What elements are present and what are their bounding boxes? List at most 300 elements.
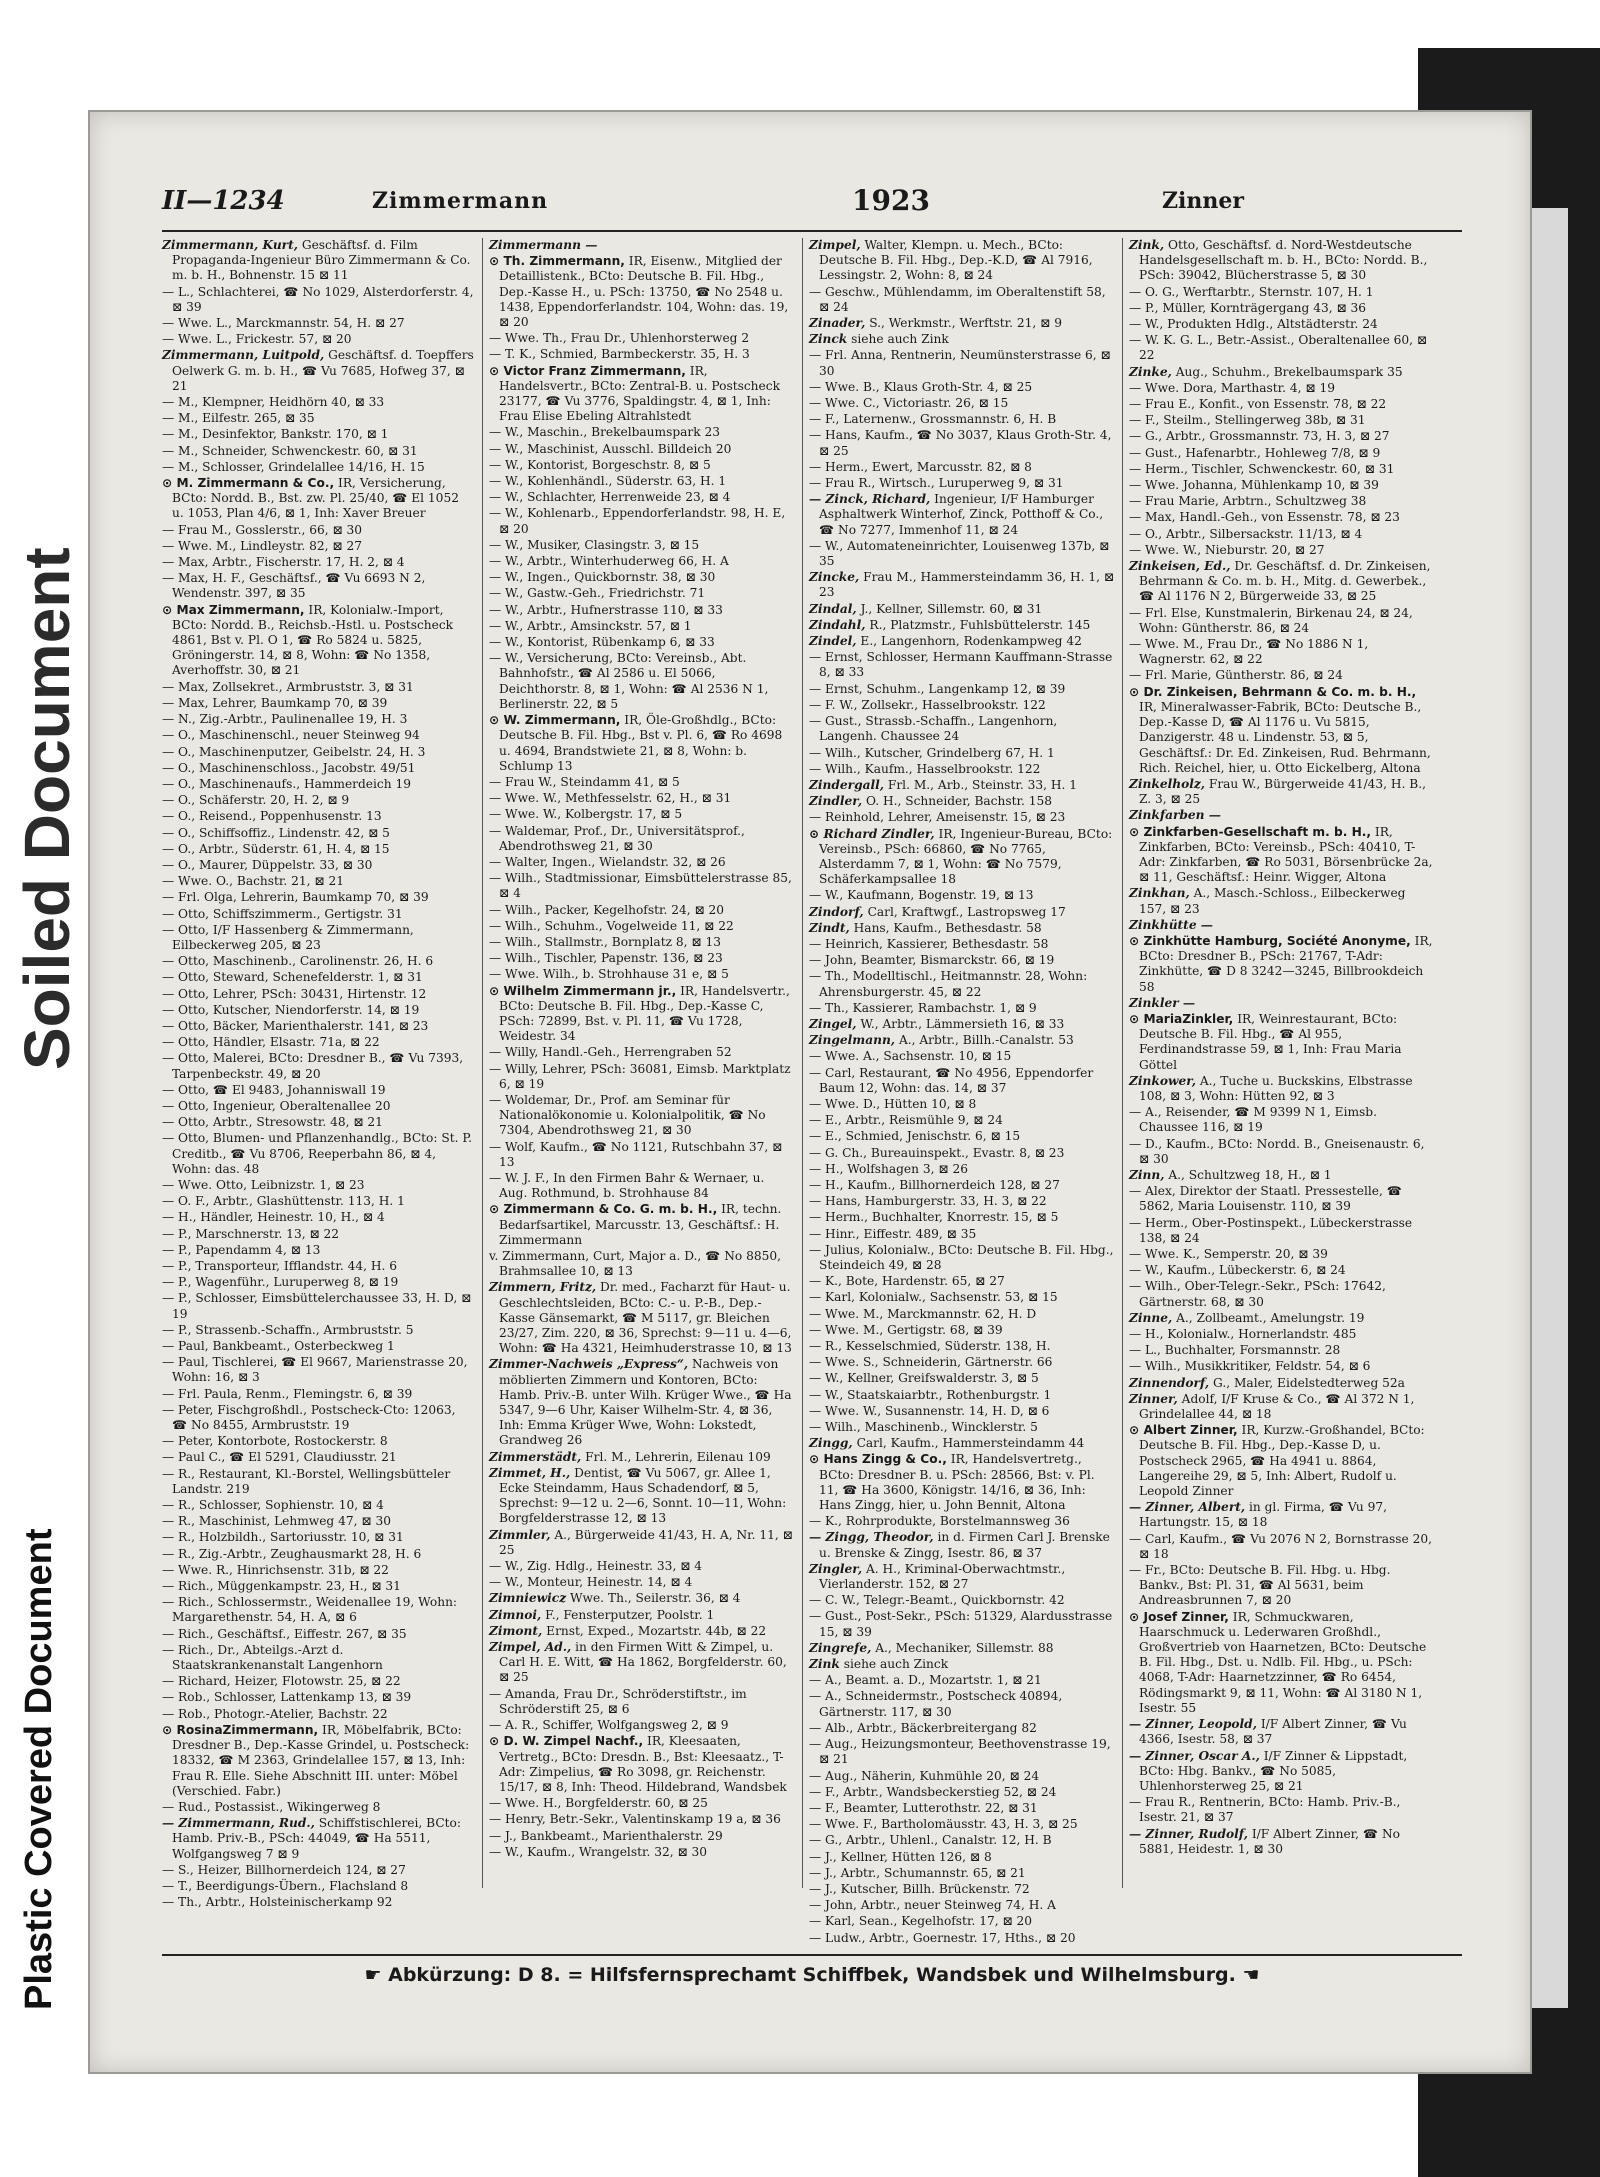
entry-text: Geschäftsf. d. Film Propaganda-Ingenieur Büro Zimmermann & Co. m. b. H., Bohnenstr. 15 ⊠ 11 xyxy=(172,238,471,283)
directory-entry xyxy=(162,1035,474,1050)
directory-entry xyxy=(489,254,795,330)
entry-text: — Wwe. M., Gertigstr. 68, ⊠ 39 xyxy=(809,1322,1003,1337)
entry-text: — Wilh., Packer, Kegelhofstr. 24, ⊠ 20 xyxy=(489,902,725,917)
directory-entry xyxy=(809,937,1115,952)
directory-entry xyxy=(809,1898,1115,1913)
directory-entry xyxy=(1129,1532,1435,1562)
entry-text: Nachweis von möblierten Zimmern und Kontoren, BCto: Hamb. Priv.-B. unter Wilh. Krüger Wwe., ☎ Ha 5347, 9—6 Uhr, Kaiser Wilhelm-Str. 4, ⊠ 36, Inh: Emma Krüger Wwe, Wohn: Lokstedt, Grandweg 26 xyxy=(499,1357,792,1448)
entry-text: — H., Wolfshagen 3, ⊠ 26 xyxy=(809,1161,968,1176)
entry-text: — Otto, Blumen- und Pflanzenhandlg., BCto: St. P. Creditb., ☎ Vu 8706, Reeperbahn 86, ⊠ 4, Wohn: das. 48 xyxy=(162,1131,472,1176)
running-head-right: Zinner xyxy=(1162,188,1244,214)
entry-text: — Wilh., Ober-Telegr.-Sekr., PSch: 17642, Gärtnerstr. 68, ⊠ 30 xyxy=(1129,1279,1386,1309)
entry-headword: Zimmer-Nachweis „Express“, xyxy=(489,1357,689,1372)
directory-entry xyxy=(809,827,1115,888)
entry-text: — W., Maschinist, Ausschl. Billdeich 20 xyxy=(489,441,732,456)
directory-entry xyxy=(809,1178,1115,1193)
entry-text: — W., Kontorist, Rübenkamp 6, ⊠ 33 xyxy=(489,635,715,650)
directory-entry xyxy=(809,953,1115,968)
directory-entry xyxy=(162,1387,474,1402)
directory-entry xyxy=(809,1817,1115,1832)
entry-text: I/F Zinner & Lippstadt, BCto: Hbg. Bankv., ☎ No 5085, Uhlenhorsterweg 25, ⊠ 21 xyxy=(1139,1748,1408,1793)
entry-text: — Wwe. L., Frickestr. 57, ⊠ 20 xyxy=(162,332,352,347)
directory-entry xyxy=(162,444,474,459)
directory-entry xyxy=(1129,825,1435,886)
entry-text: — Max, Zollsekret., Armbruststr. 3, ⊠ 31 xyxy=(162,679,414,694)
entry-text: IR, Kolonialw.-Import, BCto: Nordd. B., Reichsb.-Hstl. u. Postscheck 4861, Bst v. Pl. O 1, ☎ Ro 5824 u. 5825, Gröningerstr. 14, ⊠ 8, Wohn: ☎ No 1358, Averhoffstr. 30, ⊠ 21 xyxy=(172,602,454,678)
directory-entry xyxy=(162,1339,474,1354)
directory-entry xyxy=(809,348,1115,378)
directory-entry xyxy=(1129,1749,1435,1795)
entry-text: A., Tuche u. Buckskins, Elbstrasse 108, ⊠ 3, Wohn: Hütten 92, ⊠ 3 xyxy=(1139,1073,1413,1103)
entry-text: — Frau W., Steindamm 41, ⊠ 5 xyxy=(489,774,680,789)
directory-entry xyxy=(162,1131,474,1177)
entry-text: — Wilh., Schuhm., Vogelweide 11, ⊠ 22 xyxy=(489,918,734,933)
directory-entry xyxy=(489,1734,795,1795)
directory-entry xyxy=(489,807,795,822)
directory-entry xyxy=(809,778,1115,793)
directory-entry xyxy=(1129,527,1435,542)
entry-headword: ⊙ M. Zimmermann & Co., xyxy=(162,476,335,491)
entry-text: — Otto, ☎ El 9483, Johanniswall 19 xyxy=(162,1082,386,1097)
directory-entry xyxy=(489,1812,795,1827)
entry-headword: Zingler, xyxy=(809,1561,863,1576)
directory-entry xyxy=(162,1879,474,1894)
entry-text: — Wwe. Otto, Leibnizstr. 1, ⊠ 23 xyxy=(162,1177,365,1192)
entry-text: — Wwe. H., Borgfelderstr. 60, ⊠ 25 xyxy=(489,1796,708,1811)
entry-text: — N., Zig.-Arbtr., Paulinenallee 19, H. 3 xyxy=(162,712,408,727)
entry-text: — Wwe. S., Schneiderin, Gärtnerstr. 66 xyxy=(809,1355,1053,1370)
directory-entry xyxy=(162,1595,474,1625)
directory-entry xyxy=(1129,413,1435,428)
entry-text: IR, Weinrestaurant, BCto: Deutsche B. Fil. Hbg., ☎ Al 955, Ferdinandstrasse 59, ⊠ 1, Inh: Frau Maria Göttel xyxy=(1139,1011,1402,1072)
entry-text: — Wwe. D., Hütten 10, ⊠ 8 xyxy=(809,1096,977,1111)
entry-text: IR, Ingenieur-Bureau, BCto: Vereinsb., PSch: 66860, ☎ No 7765, Alsterdamm 7, ⊠ 1, Wohn: ☎ No 7579, Schäferkampsallee 18 xyxy=(819,826,1113,887)
directory-entry xyxy=(489,586,795,601)
entry-text: — M., Schlosser, Grindelallee 14/16, H. 15 xyxy=(162,459,425,474)
entry-text: — Rich., Schlossermstr., Weidenallee 19, Wohn: Margarethenstr. 54, H. A, ⊠ 6 xyxy=(162,1595,458,1625)
entry-text: — O., Arbtr., Süderstr. 61, H. 4, ⊠ 15 xyxy=(162,841,390,856)
directory-entry xyxy=(809,1562,1115,1592)
entry-headword: ⊙ Hans Zingg & Co., xyxy=(809,1452,947,1467)
directory-entry xyxy=(162,539,474,554)
directory-entry xyxy=(809,380,1115,395)
directory-entry xyxy=(809,316,1115,331)
directory-entry xyxy=(809,1388,1115,1403)
entry-headword: ⊙ Zinkhütte Hamburg, Société Anonyme, xyxy=(1129,933,1411,948)
directory-entry xyxy=(489,824,795,854)
entry-text: Aug., Schuhm., Brekelbaumspark 35 xyxy=(1175,364,1403,379)
entry-text: E., Langenhorn, Rodenkampweg 42 xyxy=(860,634,1082,649)
entry-headword: Zink, xyxy=(1129,238,1165,252)
entry-text: — Wwe. M., Lindleystr. 82, ⊠ 27 xyxy=(162,538,362,553)
directory-entry xyxy=(1129,429,1435,444)
directory-entry xyxy=(809,1227,1115,1242)
directory-entry xyxy=(162,1563,474,1578)
entry-text: — Th., Arbtr., Holsteinischerkamp 92 xyxy=(162,1895,393,1910)
entry-text: — M., Klempner, Heidhörn 40, ⊠ 33 xyxy=(162,395,385,410)
entry-text: — Max, Handl.-Geh., von Essenstr. 78, ⊠ 23 xyxy=(1129,510,1400,525)
entry-headword: ⊙ Victor Franz Zimmermann, xyxy=(489,363,686,378)
entry-text: — Willy, Lehrer, PSch: 36081, Eimsb. Marktplatz 6, ⊠ 19 xyxy=(489,1061,791,1091)
directory-entry xyxy=(809,1673,1115,1688)
entry-text: — Carl, Restaurant, ☎ No 4956, Eppendorfer Baum 12, Wohn: das. 14, ⊠ 37 xyxy=(809,1065,1094,1095)
directory-entry xyxy=(489,364,795,425)
entry-headword: Zimpel, xyxy=(809,238,861,252)
directory-entry xyxy=(162,316,474,331)
entry-text: — F., Steilm., Stellingerweg 38b, ⊠ 31 xyxy=(1129,413,1366,428)
directory-entry xyxy=(489,903,795,918)
entry-text: — M., Desinfektor, Bankstr. 170, ⊠ 1 xyxy=(162,427,389,442)
directory-entry xyxy=(809,1097,1115,1112)
directory-entry xyxy=(162,427,474,442)
entry-text: — A., Beamt. a. D., Mozartstr. 1, ⊠ 21 xyxy=(809,1673,1042,1688)
entry-text: — Wwe. L., Marckmannstr. 54, H. ⊠ 27 xyxy=(162,316,405,331)
entry-text: — L., Schlachterei, ☎ No 1029, Alsterdorferstr. 4, ⊠ 39 xyxy=(162,284,474,314)
directory-entry xyxy=(162,923,474,953)
entry-text: — P., Müller, Kornträgergang 43, ⊠ 36 xyxy=(1129,300,1367,315)
directory-entry xyxy=(809,1339,1115,1354)
entry-text: — Frl. Olga, Lehrerin, Baumkamp 70, ⊠ 39 xyxy=(162,890,429,905)
entry-text: — R., Kesselschmied, Süderstr. 138, H. xyxy=(809,1339,1051,1354)
directory-entry xyxy=(809,1801,1115,1816)
directory-entry xyxy=(489,603,795,618)
directory-entry xyxy=(1129,1423,1435,1499)
directory-entry xyxy=(809,1129,1115,1144)
entry-text: — W., Kohlenhändl., Süderstr. 63, H. 1 xyxy=(489,474,727,489)
entry-headword: — Zinck, Richard, xyxy=(809,492,931,507)
entry-text: — R., Maschinist, Lehmweg 47, ⊠ 30 xyxy=(162,1514,391,1529)
directory-entry xyxy=(809,1452,1115,1513)
directory-entry xyxy=(162,1674,474,1689)
entry-headword: — Zinner, Albert, xyxy=(1129,1500,1246,1515)
entry-headword: Zimmler, xyxy=(489,1527,551,1542)
directory-entry xyxy=(489,635,795,650)
entry-text: — W., Arbtr., Hufnerstrasse 110, ⊠ 33 xyxy=(489,602,723,617)
entry-text: — R., Holzbildh., Sartoriusstr. 10, ⊠ 31 xyxy=(162,1530,404,1545)
directory-entry xyxy=(162,761,474,776)
directory-entry xyxy=(809,1404,1115,1419)
directory-entry xyxy=(489,855,795,870)
directory-entry xyxy=(162,987,474,1002)
directory-entry xyxy=(489,1357,795,1448)
entry-text: — W., Kellner, Greifswalderstr. 3, ⊠ 5 xyxy=(809,1371,1039,1386)
directory-entry xyxy=(809,1001,1115,1016)
entry-text: — Fr., BCto: Deutsche B. Fil. Hbg. u. Hbg. Bankv., Bst: Pl. 31, ☎ Al 5631, beim Andreasbrunnen 7, ⊠ 20 xyxy=(1129,1563,1391,1608)
entry-text: A., Schultzweg 18, H., ⊠ 1 xyxy=(1168,1167,1332,1182)
entry-headword: Zimont, xyxy=(489,1623,543,1638)
directory-entry xyxy=(489,1140,795,1170)
directory-entry xyxy=(1129,543,1435,558)
entry-text: — W., Ingen., Quickbornstr. 38, ⊠ 30 xyxy=(489,570,716,585)
entry-text: — Walter, Ingen., Wielandstr. 32, ⊠ 26 xyxy=(489,854,726,869)
directory-entry xyxy=(162,1291,474,1321)
entry-text: — Wwe. W., Methfesselstr. 62, H., ⊠ 31 xyxy=(489,791,732,806)
directory-entry xyxy=(162,555,474,570)
entry-text: — Carl, Kaufm., ☎ Vu 2076 N 2, Bornstrasse 20, ⊠ 18 xyxy=(1129,1531,1432,1561)
entry-text: IR, Mineralwasser-Fabrik, BCto: Deutsche B., Dep.-Kasse D, ☎ Al 1176 u. Vu 5815, Danzigerstr. 48 u. Lindenstr. 53, ⊠ 5, Geschäftsf.: Dr. Ed. Zinkeisen, Rud. Behrmann, Rich. Reichel, hier, u. Otto Eickelberg, Altona xyxy=(1139,699,1431,775)
directory-entry xyxy=(162,1243,474,1258)
entry-text: — D., Kaufm., BCto: Nordd. B., Gneisenaustr. 6, ⊠ 30 xyxy=(1129,1136,1425,1166)
directory-entry xyxy=(489,1202,795,1248)
entry-text: — Max, Arbtr., Fischerstr. 17, H. 2, ⊠ 4 xyxy=(162,555,405,570)
directory-entry xyxy=(809,1609,1115,1639)
directory-entry xyxy=(1129,559,1435,605)
entry-text: O. H., Schneider, Bachstr. 158 xyxy=(865,794,1053,809)
entry-headword: Zimmermann — xyxy=(489,238,598,252)
entry-text: — P., Papendamm 4, ⊠ 13 xyxy=(162,1242,321,1257)
entry-headword: Zindorf, xyxy=(809,904,864,919)
directory-entry xyxy=(489,951,795,966)
entry-text: — Wwe. K., Semperstr. 20, ⊠ 39 xyxy=(1129,1247,1328,1261)
directory-entry xyxy=(162,523,474,538)
entry-text: siehe auch Zink xyxy=(851,332,949,347)
directory-entry xyxy=(162,1227,474,1242)
entry-text: — Otto, I/F Hassenberg & Zimmermann, Eilbeckerweg 205, ⊠ 23 xyxy=(162,922,414,952)
directory-entry xyxy=(489,1528,795,1558)
directory-entry xyxy=(489,1845,795,1860)
directory-entry xyxy=(1129,1717,1435,1747)
directory-entry xyxy=(1129,685,1435,776)
entry-headword: Zingrefe, xyxy=(809,1640,872,1655)
entry-headword: Zimnoi, xyxy=(489,1607,542,1622)
entry-text: IR, Zinkfarben, BCto: Vereinsb., PSch: 40410, T-Adr: Zinkfarben, ☎ Ro 5031, Börsenbrücke 2a, ⊠ 11, Geschäftsf.: Heinr. Wigger, Altona xyxy=(1139,824,1433,885)
directory-entry xyxy=(809,1017,1115,1032)
directory-entry xyxy=(162,1099,474,1114)
entry-text: — P., Marschnerstr. 13, ⊠ 22 xyxy=(162,1226,340,1241)
directory-entry xyxy=(162,809,474,824)
directory-entry xyxy=(1129,462,1435,477)
directory-entry xyxy=(489,490,795,505)
directory-entry xyxy=(809,1882,1115,1897)
entry-text: — Willy, Handl.-Geh., Herrengraben 52 xyxy=(489,1045,732,1060)
directory-entry xyxy=(809,1194,1115,1209)
entry-text: Frau M., Hammersteindamm 36, H. 1, ⊠ 23 xyxy=(819,570,1115,600)
directory-entry xyxy=(162,954,474,969)
entry-text: — Otto, Arbtr., Stresowstr. 48, ⊠ 21 xyxy=(162,1115,383,1130)
entry-text: — Wilh., Stadtmissionar, Eimsbüttelerstrasse 85, ⊠ 4 xyxy=(489,871,792,901)
directory-entry xyxy=(162,1800,474,1815)
entry-text: — Wwe. B., Klaus Groth-Str. 4, ⊠ 25 xyxy=(809,379,1033,394)
directory-entry xyxy=(1129,637,1435,667)
entry-headword: Zinnendorf, xyxy=(1129,1375,1210,1390)
directory-entry xyxy=(809,810,1115,825)
entry-text: — Aug., Näherin, Kuhmühle 20, ⊠ 24 xyxy=(809,1768,1040,1783)
entry-text: I/F Albert Zinner, ☎ No 5881, Heidestr. 1, ⊠ 30 xyxy=(1139,1826,1400,1856)
directory-entry xyxy=(489,967,795,982)
entry-text: — Wwe. F., Bartholomäusstr. 43, H. 3, ⊠ 25 xyxy=(809,1817,1078,1832)
entry-text: — O., Maurer, Düppelstr. 33, ⊠ 30 xyxy=(162,857,373,872)
entry-text: — H., Kolonialw., Hornerlandstr. 485 xyxy=(1129,1327,1357,1342)
entry-text: R., Platzmstr., Fuhlsbüttelerstr. 145 xyxy=(869,617,1091,632)
entry-text: J., Kellner, Sillemstr. 60, ⊠ 31 xyxy=(860,601,1043,616)
entry-text: — Peter, Fischgroßhdl., Postscheck-Cto: 12063, ☎ No 8455, Armbruststr. 19 xyxy=(162,1402,456,1433)
directory-entry xyxy=(1129,1795,1435,1825)
entry-text: — Wolf, Kaufm., ☎ No 1121, Rutschbahn 37, ⊠ 13 xyxy=(489,1139,783,1169)
entry-headword: ⊙ Dr. Zinkeisen, Behrmann & Co. m. b. H., xyxy=(1129,684,1417,699)
entry-text: — Otto, Lehrer, PSch: 30431, Hirtenstr. 12 xyxy=(162,986,427,1001)
entry-text: IR, Versicherung, BCto: Nordd. B., Bst. zw. Pl. 25/40, ☎ El 1052 u. 1053, Plan 4/6, ⊠ 1, Inh: Xaver Breuer xyxy=(172,476,459,521)
entry-text: — W., Produkten Hdlg., Altstädterstr. 24 xyxy=(1129,317,1378,332)
entry-text: — M., Eilfestr. 265, ⊠ 35 xyxy=(162,411,315,426)
entry-text: — P., Strassenb.-Schaffn., Armbruststr. 5 xyxy=(162,1322,414,1337)
entry-headword: ⊙ W. Zimmermann, xyxy=(489,713,621,728)
entry-headword: ⊙ Zimmermann & Co. G. m. b. H., xyxy=(489,1202,718,1217)
directory-entry xyxy=(809,602,1115,617)
entry-text: — Wwe. R., Hinrichsenstr. 31b, ⊠ 22 xyxy=(162,1562,389,1577)
entry-headword: ⊙ Zinkfarben-Gesellschaft m. b. H., xyxy=(1129,824,1372,839)
directory-entry xyxy=(1129,365,1435,380)
directory-entry xyxy=(489,1093,795,1139)
directory-entry xyxy=(1129,1376,1435,1391)
entry-text: IR, Handelsvertr., BCto: Deutsche B. Fil. Hbg., Dep.-Kasse C, PSch: 72899, Bst. v. Pl. 11, ☎ Vu 1728, Weidestr. 34 xyxy=(499,983,790,1044)
entry-text: Carl, Kraftwgf., Lastropsweg 17 xyxy=(867,904,1066,919)
directory-entry xyxy=(162,1434,474,1449)
entry-headword: Zimmet, H., xyxy=(489,1465,571,1480)
entry-text: Frau W., Bürgerweide 41/43, H. B., Z. 3, ⊠ 25 xyxy=(1139,776,1427,807)
directory-entry xyxy=(809,650,1115,680)
entry-headword: Zingel, xyxy=(809,1016,857,1031)
entry-text: — W. K. G. L., Betr.-Assist., Oberaltenallee 60, ⊠ 22 xyxy=(1129,333,1428,363)
entry-text: — Rich., Dr., Abteilgs.-Arzt d. Staatskrankenanstalt Langenhorn xyxy=(162,1642,383,1673)
entry-headword: Zinner, xyxy=(1129,1391,1178,1406)
entry-text: IR, BCto: Dresdner B., PSch: 21767, T-Adr: Zinkhütte, ☎ D 8 3242—3245, Billbrookdeich 58 xyxy=(1139,933,1433,994)
directory-entry xyxy=(162,348,474,394)
directory-entry xyxy=(1129,1137,1435,1167)
entry-text: — Wilh., Tischler, Papenstr. 136, ⊠ 23 xyxy=(489,951,723,966)
entry-text: — W., Kaufmann, Bogenstr. 19, ⊠ 13 xyxy=(809,888,1034,903)
entry-text: — Aug., Heizungsmonteur, Beethovenstrasse 19, ⊠ 21 xyxy=(809,1737,1111,1767)
directory-entry xyxy=(489,1718,795,1733)
directory-entry xyxy=(489,1591,795,1606)
directory-entry xyxy=(162,1178,474,1193)
entry-text: A., Mechaniker, Sillemstr. 88 xyxy=(875,1640,1054,1655)
entry-text: — K., Rohrprodukte, Borstelmannsweg 36 xyxy=(809,1514,1070,1529)
plastic-covered-label: Plastic Covered Document xyxy=(18,1528,60,2010)
directory-entry xyxy=(489,1249,795,1279)
directory-entry xyxy=(809,794,1115,809)
directory-entry xyxy=(809,1274,1115,1289)
directory-entry xyxy=(809,905,1115,920)
directory-entry xyxy=(489,570,795,585)
directory-entry xyxy=(809,1641,1115,1656)
directory-entry xyxy=(162,395,474,410)
directory-entry xyxy=(489,1062,795,1092)
entry-text: — Ernst, Schuhm., Langenkamp 12, ⊠ 39 xyxy=(809,681,1066,696)
entry-text: — W., Schlachter, Herrenweide 23, ⊠ 4 xyxy=(489,490,731,505)
directory-entry xyxy=(1129,1168,1435,1183)
entry-text: — Wwe. Th., Frau Dr., Uhlenhorsterweg 2 xyxy=(489,331,750,346)
entry-text: — Otto, Steward, Schenefelderstr. 1, ⊠ 31 xyxy=(162,970,423,985)
directory-entry xyxy=(162,970,474,985)
directory-entry xyxy=(809,1066,1115,1096)
entry-text: A., Bürgerweide 41/43, H. A, Nr. 11, ⊠ 25 xyxy=(499,1527,793,1557)
entry-headword: ⊙ RosinaZimmermann, xyxy=(162,1722,319,1737)
entry-text: — O., Maschinenaufs., Hammerdeich 19 xyxy=(162,776,411,791)
entry-text: — J., Kellner, Hütten 126, ⊠ 8 xyxy=(809,1849,992,1864)
entry-headword: Zindergall, xyxy=(809,777,885,792)
directory-entry xyxy=(1129,1563,1435,1609)
entry-text: — Wwe. W., Kolbergstr. 17, ⊠ 5 xyxy=(489,807,683,822)
entry-text: G., Maler, Eidelstedterweg 52a xyxy=(1213,1375,1405,1390)
entry-text: — W., Arbtr., Amsinckstr. 57, ⊠ 1 xyxy=(489,618,692,633)
entry-text: — Hinr., Eiffestr. 489, ⊠ 35 xyxy=(809,1226,977,1241)
entry-text: — Wwe. Wilh., b. Strohhause 31 e, ⊠ 5 xyxy=(489,967,729,982)
entry-text: — P., Schlosser, Eimsbüttelerchaussee 33, H. D, ⊠ 19 xyxy=(162,1291,472,1321)
soiled-document-label: Soiled Document xyxy=(11,547,83,1070)
entry-headword: Zindal, xyxy=(809,601,857,616)
entry-text: — F., Arbtr., Wandsbeckerstieg 52, ⊠ 24 xyxy=(809,1784,1057,1799)
directory-entry xyxy=(809,539,1115,569)
entry-text: Ernst, Exped., Mozartstr. 44b, ⊠ 22 xyxy=(546,1623,767,1638)
directory-entry xyxy=(162,1530,474,1545)
directory-entry xyxy=(162,874,474,889)
directory-entry xyxy=(1129,996,1435,1011)
entry-text: — Frau R., Rentnerin, BCto: Hamb. Priv.-B., Isestr. 21, ⊠ 37 xyxy=(1129,1795,1401,1825)
directory-entry xyxy=(809,1162,1115,1177)
directory-entry xyxy=(1129,934,1435,995)
entry-text: — O., Maschinenschloss., Jacobstr. 49/51 xyxy=(162,760,416,775)
entry-headword: Zingelmann, xyxy=(809,1033,896,1048)
entry-text: — P., Transporteur, Ifflandstr. 44, H. 6 xyxy=(162,1259,397,1273)
directory-entry xyxy=(809,1033,1115,1048)
directory-entry xyxy=(162,285,474,315)
entry-text: — F., Beamter, Lutterothstr. 22, ⊠ 31 xyxy=(809,1800,1038,1815)
entry-text: — J., Arbtr., Schumannstr. 65, ⊠ 21 xyxy=(809,1865,1026,1880)
entry-text: — W., Kontorist, Borgeschstr. 8, ⊠ 5 xyxy=(489,457,711,472)
entry-text: — W., Staatskaiarbtr., Rothenburgstr. 1 xyxy=(809,1387,1052,1402)
directory-entry xyxy=(489,1640,795,1686)
directory-entry xyxy=(1129,301,1435,316)
entry-text: — Otto, Maschinenb., Carolinenstr. 26, H. 6 xyxy=(162,954,434,969)
entry-text: — M., Schneider, Schwenckestr. 60, ⊠ 31 xyxy=(162,443,418,458)
entry-headword: — Zingg, Theodor, xyxy=(809,1530,934,1545)
entry-text: IR, Kleesaaten, Vertretg., BCto: Dresdn. B., Bst: Kleesaatz., T-Adr: Zimpelius, ☎ Ro 3098, gr. Reichenstr. 15/17, ⊠ 8, Inh: Theod. Hildebrand, Wandsbek xyxy=(499,1734,787,1794)
entry-text: — W., Monteur, Heinestr. 14, ⊠ 4 xyxy=(489,1575,693,1590)
entry-text: — Herm., Ober-Postinspekt., Lübeckerstrasse 138, ⊠ 24 xyxy=(1129,1215,1413,1245)
directory-entry xyxy=(162,1051,474,1081)
directory-entry xyxy=(809,1355,1115,1370)
directory-entry xyxy=(162,728,474,743)
entry-text: — Frau E., Konfit., von Essenstr. 78, ⊠ 22 xyxy=(1129,397,1387,412)
entry-headword: Zimniewicz xyxy=(489,1591,567,1606)
directory-entry xyxy=(162,1643,474,1673)
entry-text: — Frl. Anna, Rentnerin, Neumünsterstrasse 6, ⊠ 30 xyxy=(809,348,1111,378)
directory-entry xyxy=(162,1627,474,1642)
entry-headword: Zinkler — xyxy=(1129,995,1196,1010)
entry-text: — Gust., Post-Sekr., PSch: 51329, Alardusstrasse 15, ⊠ 39 xyxy=(809,1609,1113,1639)
entry-text: — Wwe. Dora, Marthastr. 4, ⊠ 19 xyxy=(1129,380,1335,395)
entry-text: — W., Arbtr., Winterhuderweg 66, H. A xyxy=(489,554,729,569)
directory-entry xyxy=(162,238,474,284)
entry-text: Hans, Kaufm., Bethesdastr. 58 xyxy=(853,920,1042,935)
entry-text: — Gust., Hafenarbtr., Hohleweg 7/8, ⊠ 9 xyxy=(1129,445,1381,460)
entry-text: — Wilh., Maschinenb., Wincklerstr. 5 xyxy=(809,1420,1038,1435)
entry-text: — Henry, Betr.-Sekr., Valentinskamp 19 a, ⊠ 36 xyxy=(489,1812,781,1827)
entry-text: — Rich., Geschäftsf., Eiffestr. 267, ⊠ 35 xyxy=(162,1626,407,1641)
entry-headword: ⊙ Th. Zimmermann, xyxy=(489,254,625,269)
directory-entry xyxy=(162,571,474,601)
directory-entry xyxy=(489,919,795,934)
entry-text: — A. R., Schiffer, Wolfgangsweg 2, ⊠ 9 xyxy=(489,1718,729,1733)
directory-entry xyxy=(1129,1500,1435,1530)
directory-entry xyxy=(162,1498,474,1513)
directory-entry xyxy=(809,921,1115,936)
directory-entry xyxy=(489,458,795,473)
directory-entry xyxy=(489,791,795,806)
entry-text: Dentist, ☎ Vu 5067, gr. Allee 1, Ecke Steindamm, Haus Schadendorf, ⊠ 5, Sprechst: 9—12 u. 2—6, Sonnt. 10—11, Wohn: Borgfelderstrasse 12, ⊠ 13 xyxy=(499,1465,787,1526)
directory-entry xyxy=(1129,478,1435,493)
directory-entry xyxy=(162,1579,474,1594)
